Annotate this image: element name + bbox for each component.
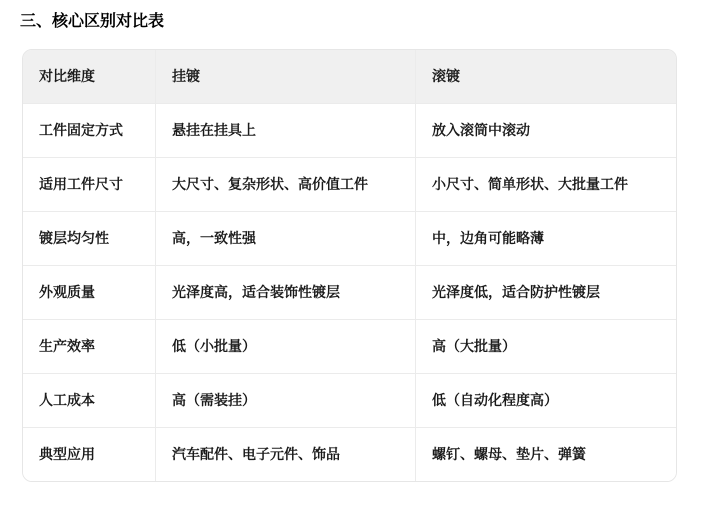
dimension-cell: 外观质量 [23,265,156,319]
barrel-plating-cell: 放入滚筒中滚动 [416,103,676,157]
dimension-cell: 镀层均匀性 [23,211,156,265]
rack-plating-cell: 高，一致性强 [156,211,416,265]
table-row [23,427,676,481]
table-row [23,265,676,319]
rack-plating-cell: 低（小批量） [156,319,416,373]
dimension-cell: 人工成本 [23,373,156,427]
table-header [23,50,676,103]
rack-plating-cell: 大尺寸、复杂形状、高价值工件 [156,157,416,211]
dimension-cell: 工件固定方式 [23,103,156,157]
header-rack-plating: 挂镀 [156,50,416,103]
barrel-plating-cell: 光泽度低，适合防护性镀层 [416,265,676,319]
table-row [23,157,676,211]
barrel-plating-cell: 螺钉、螺母、垫片、弹簧 [416,427,676,481]
table-row [23,103,676,157]
table-row [23,319,676,373]
header-row [23,50,676,103]
table-body [23,103,676,481]
dimension-cell: 适用工件尺寸 [23,157,156,211]
header-dimension: 对比维度 [23,50,156,103]
table-row [23,211,676,265]
header-barrel-plating: 滚镀 [416,50,676,103]
rack-plating-cell: 汽车配件、电子元件、饰品 [156,427,416,481]
dimension-cell: 生产效率 [23,319,156,373]
page-title: 三、核心区别对比表 [20,13,165,30]
comparison-table [22,49,677,482]
rack-plating-cell: 高（需装挂） [156,373,416,427]
barrel-plating-cell: 低（自动化程度高） [416,373,676,427]
comparison-table-grid [23,50,676,481]
barrel-plating-cell: 小尺寸、简单形状、大批量工件 [416,157,676,211]
rack-plating-cell: 悬挂在挂具上 [156,103,416,157]
barrel-plating-cell: 中，边角可能略薄 [416,211,676,265]
dimension-cell: 典型应用 [23,427,156,481]
table-row [23,373,676,427]
barrel-plating-cell: 高（大批量） [416,319,676,373]
rack-plating-cell: 光泽度高，适合装饰性镀层 [156,265,416,319]
